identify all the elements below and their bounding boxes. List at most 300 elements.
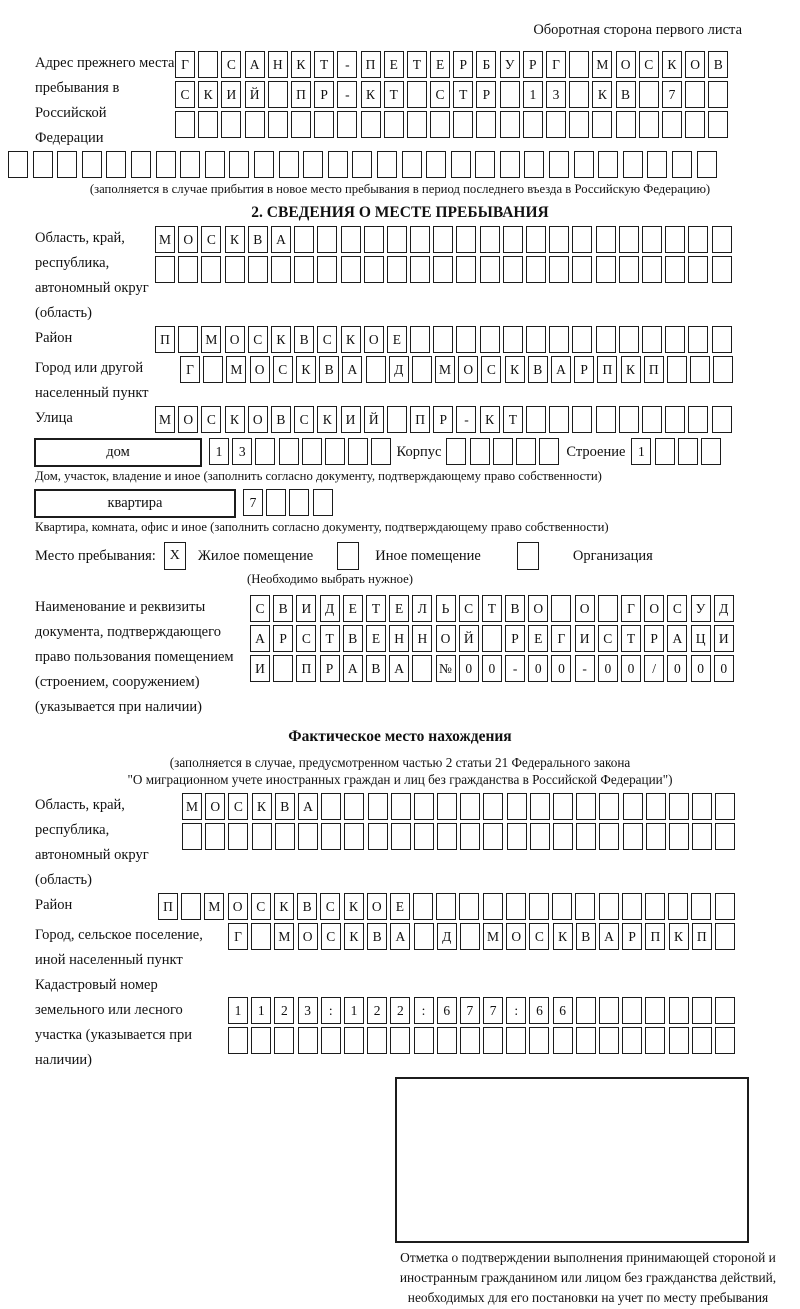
char-cell[interactable]: К (317, 406, 337, 433)
char-cell[interactable]: С (273, 356, 293, 383)
char-cell[interactable]: О (367, 893, 387, 920)
char-cell[interactable]: 0 (714, 655, 734, 682)
char-cell[interactable]: О (298, 923, 318, 950)
char-cell[interactable] (203, 356, 223, 383)
char-cell[interactable] (367, 1027, 387, 1054)
char-cell[interactable] (500, 81, 520, 108)
char-cell[interactable] (410, 256, 430, 283)
char-cell[interactable] (57, 151, 77, 178)
char-cell[interactable]: Б (476, 51, 496, 78)
char-cell[interactable] (572, 406, 592, 433)
char-cell[interactable]: В (294, 326, 314, 353)
char-cell[interactable] (221, 111, 241, 138)
char-cell[interactable]: 0 (551, 655, 571, 682)
char-cell[interactable] (33, 151, 53, 178)
char-cell[interactable]: 3 (546, 81, 566, 108)
char-cell[interactable] (715, 997, 735, 1024)
char-cell[interactable] (596, 226, 616, 253)
char-cell[interactable]: 0 (598, 655, 618, 682)
char-cell[interactable] (252, 823, 272, 850)
char-cell[interactable]: И (341, 406, 361, 433)
char-cell[interactable]: О (644, 595, 664, 622)
char-cell[interactable] (451, 151, 471, 178)
char-cell[interactable] (662, 111, 682, 138)
char-cell[interactable]: 6 (437, 997, 457, 1024)
char-cell[interactable] (576, 997, 596, 1024)
char-cell[interactable]: С (221, 51, 241, 78)
char-cell[interactable] (569, 111, 589, 138)
char-cell[interactable] (182, 823, 202, 850)
char-cell[interactable]: Е (387, 326, 407, 353)
char-cell[interactable]: Г (546, 51, 566, 78)
char-cell[interactable] (391, 793, 411, 820)
char-cell[interactable] (180, 151, 200, 178)
char-cell[interactable]: С (529, 923, 549, 950)
char-cell[interactable] (205, 151, 225, 178)
char-cell[interactable]: У (500, 51, 520, 78)
char-cell[interactable]: М (226, 356, 246, 383)
char-cell[interactable]: 2 (274, 997, 294, 1024)
char-cell[interactable]: : (506, 997, 526, 1024)
char-cell[interactable] (619, 256, 639, 283)
char-cell[interactable] (476, 111, 496, 138)
char-cell[interactable] (412, 356, 432, 383)
char-cell[interactable] (437, 1027, 457, 1054)
char-cell[interactable]: : (321, 997, 341, 1024)
char-cell[interactable] (647, 151, 667, 178)
char-cell[interactable] (414, 923, 434, 950)
char-cell[interactable] (669, 793, 689, 820)
char-cell[interactable] (198, 51, 218, 78)
char-cell[interactable]: С (317, 326, 337, 353)
char-cell[interactable] (459, 893, 479, 920)
char-cell[interactable] (539, 438, 559, 465)
char-cell[interactable] (352, 151, 372, 178)
char-cell[interactable] (181, 893, 201, 920)
char-cell[interactable]: О (575, 595, 595, 622)
char-cell[interactable]: Е (366, 625, 386, 652)
char-cell[interactable] (198, 111, 218, 138)
char-cell[interactable] (619, 326, 639, 353)
char-cell[interactable] (507, 823, 527, 850)
char-cell[interactable]: И (575, 625, 595, 652)
char-cell[interactable]: С (251, 893, 271, 920)
char-cell[interactable]: С (598, 625, 618, 652)
char-cell[interactable]: 1 (209, 438, 229, 465)
char-cell[interactable] (387, 226, 407, 253)
char-cell[interactable]: К (361, 81, 381, 108)
char-cell[interactable] (228, 1027, 248, 1054)
char-cell[interactable]: 1 (523, 81, 543, 108)
char-cell[interactable] (623, 151, 643, 178)
char-cell[interactable] (596, 406, 616, 433)
char-cell[interactable]: М (155, 406, 175, 433)
char-cell[interactable] (426, 151, 446, 178)
char-cell[interactable]: Т (503, 406, 523, 433)
char-cell[interactable] (131, 151, 151, 178)
char-cell[interactable] (156, 151, 176, 178)
char-cell[interactable]: Н (412, 625, 432, 652)
char-cell[interactable] (456, 326, 476, 353)
char-cell[interactable]: А (271, 226, 291, 253)
char-cell[interactable] (413, 893, 433, 920)
char-cell[interactable] (483, 823, 503, 850)
char-cell[interactable] (371, 438, 391, 465)
char-cell[interactable]: Д (389, 356, 409, 383)
char-cell[interactable] (690, 356, 710, 383)
char-cell[interactable]: О (228, 893, 248, 920)
char-cell[interactable] (715, 823, 735, 850)
char-cell[interactable] (569, 51, 589, 78)
char-cell[interactable] (553, 1027, 573, 1054)
char-cell[interactable]: Р (433, 406, 453, 433)
char-cell[interactable] (460, 1027, 480, 1054)
char-cell[interactable]: К (341, 326, 361, 353)
char-cell[interactable] (619, 226, 639, 253)
char-cell[interactable] (175, 111, 195, 138)
char-cell[interactable] (688, 256, 708, 283)
char-cell[interactable]: П (291, 81, 311, 108)
char-cell[interactable]: В (616, 81, 636, 108)
char-cell[interactable] (391, 823, 411, 850)
char-cell[interactable]: О (178, 406, 198, 433)
char-cell[interactable] (470, 438, 490, 465)
char-cell[interactable] (549, 326, 569, 353)
char-cell[interactable] (598, 595, 618, 622)
char-cell[interactable]: М (483, 923, 503, 950)
char-cell[interactable] (715, 1027, 735, 1054)
char-cell[interactable]: Р (476, 81, 496, 108)
char-cell[interactable] (639, 81, 659, 108)
char-cell[interactable] (599, 893, 619, 920)
char-cell[interactable]: С (430, 81, 450, 108)
char-cell[interactable]: Е (430, 51, 450, 78)
char-cell[interactable]: В (275, 793, 295, 820)
char-cell[interactable]: К (480, 406, 500, 433)
char-cell[interactable]: В (505, 595, 525, 622)
char-cell[interactable] (708, 81, 728, 108)
char-cell[interactable] (500, 151, 520, 178)
char-cell[interactable] (279, 438, 299, 465)
char-cell[interactable] (642, 406, 662, 433)
char-cell[interactable] (692, 997, 712, 1024)
char-cell[interactable]: М (204, 893, 224, 920)
char-cell[interactable]: - (456, 406, 476, 433)
char-cell[interactable] (646, 823, 666, 850)
char-cell[interactable]: 2 (390, 997, 410, 1024)
char-cell[interactable] (302, 438, 322, 465)
char-cell[interactable]: Е (343, 595, 363, 622)
char-cell[interactable]: К (252, 793, 272, 820)
char-cell[interactable] (341, 226, 361, 253)
char-cell[interactable] (384, 111, 404, 138)
char-cell[interactable] (321, 793, 341, 820)
char-cell[interactable] (460, 793, 480, 820)
char-cell[interactable] (294, 226, 314, 253)
char-cell[interactable] (294, 256, 314, 283)
char-cell[interactable] (410, 226, 430, 253)
char-cell[interactable] (274, 1027, 294, 1054)
char-cell[interactable] (298, 823, 318, 850)
char-cell[interactable]: В (708, 51, 728, 78)
char-cell[interactable] (414, 793, 434, 820)
char-cell[interactable] (178, 256, 198, 283)
char-cell[interactable] (303, 151, 323, 178)
char-cell[interactable] (692, 793, 712, 820)
char-cell[interactable]: В (367, 923, 387, 950)
char-cell[interactable]: К (669, 923, 689, 950)
char-cell[interactable] (622, 997, 642, 1024)
char-cell[interactable] (712, 226, 732, 253)
char-cell[interactable] (412, 655, 432, 682)
char-cell[interactable]: С (481, 356, 501, 383)
char-cell[interactable] (433, 256, 453, 283)
char-cell[interactable]: П (158, 893, 178, 920)
char-cell[interactable]: С (175, 81, 195, 108)
char-cell[interactable] (178, 326, 198, 353)
char-cell[interactable]: С (228, 793, 248, 820)
char-cell[interactable]: О (616, 51, 636, 78)
char-cell[interactable]: О (178, 226, 198, 253)
char-cell[interactable]: Р (505, 625, 525, 652)
char-cell[interactable] (715, 793, 735, 820)
char-cell[interactable] (482, 625, 502, 652)
char-cell[interactable]: В (297, 893, 317, 920)
char-cell[interactable] (348, 438, 368, 465)
char-cell[interactable] (507, 793, 527, 820)
char-cell[interactable] (688, 226, 708, 253)
char-cell[interactable] (407, 81, 427, 108)
char-cell[interactable] (500, 111, 520, 138)
char-cell[interactable] (688, 326, 708, 353)
char-cell[interactable]: К (505, 356, 525, 383)
char-cell[interactable]: Н (268, 51, 288, 78)
char-cell[interactable] (665, 326, 685, 353)
char-cell[interactable] (483, 793, 503, 820)
char-cell[interactable] (436, 893, 456, 920)
char-cell[interactable]: 1 (228, 997, 248, 1024)
char-cell[interactable] (576, 1027, 596, 1054)
char-cell[interactable]: Р (644, 625, 664, 652)
char-cell[interactable] (483, 1027, 503, 1054)
char-cell[interactable] (407, 111, 427, 138)
char-cell[interactable] (344, 823, 364, 850)
char-cell[interactable]: К (271, 326, 291, 353)
char-cell[interactable] (254, 151, 274, 178)
char-cell[interactable] (646, 793, 666, 820)
char-cell[interactable]: И (250, 655, 270, 682)
char-cell[interactable]: К (225, 226, 245, 253)
char-cell[interactable] (599, 997, 619, 1024)
char-cell[interactable]: 1 (631, 438, 651, 465)
char-cell[interactable] (314, 111, 334, 138)
char-cell[interactable] (313, 489, 333, 516)
char-cell[interactable]: П (155, 326, 175, 353)
char-cell[interactable] (321, 823, 341, 850)
char-cell[interactable]: П (410, 406, 430, 433)
char-cell[interactable]: Т (384, 81, 404, 108)
char-cell[interactable] (672, 151, 692, 178)
char-cell[interactable]: 1 (344, 997, 364, 1024)
char-cell[interactable]: 6 (529, 997, 549, 1024)
char-cell[interactable] (106, 151, 126, 178)
char-cell[interactable]: Р (622, 923, 642, 950)
char-cell[interactable] (317, 226, 337, 253)
char-cell[interactable] (712, 326, 732, 353)
char-cell[interactable] (619, 406, 639, 433)
char-cell[interactable] (205, 823, 225, 850)
char-cell[interactable]: Н (389, 625, 409, 652)
char-cell[interactable] (685, 81, 705, 108)
char-cell[interactable] (433, 226, 453, 253)
char-cell[interactable] (549, 406, 569, 433)
char-cell[interactable]: С (201, 406, 221, 433)
char-cell[interactable]: 7 (662, 81, 682, 108)
char-cell[interactable] (596, 256, 616, 283)
char-cell[interactable] (622, 1027, 642, 1054)
char-cell[interactable] (456, 226, 476, 253)
char-cell[interactable]: - (337, 51, 357, 78)
char-cell[interactable] (645, 893, 665, 920)
char-cell[interactable]: 0 (459, 655, 479, 682)
char-cell[interactable]: Т (366, 595, 386, 622)
char-cell[interactable]: Г (551, 625, 571, 652)
char-cell[interactable] (642, 326, 662, 353)
char-cell[interactable] (553, 823, 573, 850)
char-cell[interactable]: 6 (553, 997, 573, 1024)
char-cell[interactable]: / (644, 655, 664, 682)
char-cell[interactable] (366, 356, 386, 383)
char-cell[interactable]: Ц (691, 625, 711, 652)
char-cell[interactable]: О (205, 793, 225, 820)
char-cell[interactable] (529, 1027, 549, 1054)
char-cell[interactable]: Т (407, 51, 427, 78)
char-cell[interactable] (377, 151, 397, 178)
char-cell[interactable]: К (553, 923, 573, 950)
char-cell[interactable]: С (201, 226, 221, 253)
char-cell[interactable] (642, 256, 662, 283)
char-cell[interactable] (251, 923, 271, 950)
char-cell[interactable] (387, 406, 407, 433)
char-cell[interactable] (341, 256, 361, 283)
char-cell[interactable]: 1 (251, 997, 271, 1024)
char-cell[interactable] (575, 893, 595, 920)
char-cell[interactable] (598, 151, 618, 178)
char-cell[interactable] (337, 111, 357, 138)
char-cell[interactable]: Д (437, 923, 457, 950)
char-cell[interactable] (529, 893, 549, 920)
char-cell[interactable]: Е (389, 595, 409, 622)
char-cell[interactable] (229, 151, 249, 178)
char-cell[interactable]: С (320, 893, 340, 920)
char-cell[interactable] (506, 1027, 526, 1054)
char-cell[interactable]: Д (714, 595, 734, 622)
char-cell[interactable]: Г (180, 356, 200, 383)
char-cell[interactable] (437, 793, 457, 820)
char-cell[interactable]: - (505, 655, 525, 682)
char-cell[interactable] (503, 256, 523, 283)
char-cell[interactable] (368, 823, 388, 850)
char-cell[interactable] (480, 256, 500, 283)
char-cell[interactable]: О (506, 923, 526, 950)
char-cell[interactable]: А (342, 356, 362, 383)
char-cell[interactable]: С (294, 406, 314, 433)
char-cell[interactable]: Р (314, 81, 334, 108)
char-cell[interactable]: С (296, 625, 316, 652)
char-cell[interactable] (248, 256, 268, 283)
char-cell[interactable]: А (343, 655, 363, 682)
char-cell[interactable] (574, 151, 594, 178)
char-cell[interactable] (553, 793, 573, 820)
char-cell[interactable]: М (274, 923, 294, 950)
char-cell[interactable] (712, 406, 732, 433)
char-cell[interactable] (599, 823, 619, 850)
char-cell[interactable]: К (592, 81, 612, 108)
char-cell[interactable] (291, 111, 311, 138)
char-cell[interactable] (364, 226, 384, 253)
char-cell[interactable] (410, 326, 430, 353)
char-cell[interactable]: П (361, 51, 381, 78)
char-cell[interactable]: В (576, 923, 596, 950)
checkbox-zhiloe[interactable]: X (164, 542, 186, 570)
char-cell[interactable] (592, 111, 612, 138)
char-cell[interactable]: 7 (483, 997, 503, 1024)
char-cell[interactable] (669, 823, 689, 850)
char-cell[interactable] (572, 226, 592, 253)
char-cell[interactable] (483, 893, 503, 920)
char-cell[interactable] (480, 326, 500, 353)
char-cell[interactable] (201, 256, 221, 283)
char-cell[interactable]: К (344, 893, 364, 920)
char-cell[interactable] (669, 1027, 689, 1054)
char-cell[interactable]: В (319, 356, 339, 383)
char-cell[interactable]: П (597, 356, 617, 383)
char-cell[interactable]: С (248, 326, 268, 353)
char-cell[interactable]: П (692, 923, 712, 950)
char-cell[interactable]: А (667, 625, 687, 652)
char-cell[interactable] (549, 226, 569, 253)
char-cell[interactable] (576, 823, 596, 850)
char-cell[interactable] (430, 111, 450, 138)
char-cell[interactable]: П (296, 655, 316, 682)
char-cell[interactable] (692, 823, 712, 850)
char-cell[interactable]: В (271, 406, 291, 433)
char-cell[interactable]: К (291, 51, 311, 78)
char-cell[interactable] (437, 823, 457, 850)
char-cell[interactable]: Г (175, 51, 195, 78)
char-cell[interactable]: Т (621, 625, 641, 652)
char-cell[interactable] (692, 1027, 712, 1054)
char-cell[interactable]: В (366, 655, 386, 682)
char-cell[interactable] (289, 489, 309, 516)
char-cell[interactable] (688, 406, 708, 433)
char-cell[interactable] (616, 111, 636, 138)
char-cell[interactable]: - (575, 655, 595, 682)
char-cell[interactable] (712, 256, 732, 283)
char-cell[interactable] (549, 256, 569, 283)
char-cell[interactable]: А (599, 923, 619, 950)
char-cell[interactable]: Р (523, 51, 543, 78)
char-cell[interactable]: 0 (482, 655, 502, 682)
char-cell[interactable] (645, 997, 665, 1024)
char-cell[interactable] (526, 326, 546, 353)
char-cell[interactable]: У (691, 595, 711, 622)
char-cell[interactable]: Р (574, 356, 594, 383)
char-cell[interactable]: Р (453, 51, 473, 78)
char-cell[interactable]: К (296, 356, 316, 383)
char-cell[interactable]: Е (390, 893, 410, 920)
char-cell[interactable]: Т (453, 81, 473, 108)
